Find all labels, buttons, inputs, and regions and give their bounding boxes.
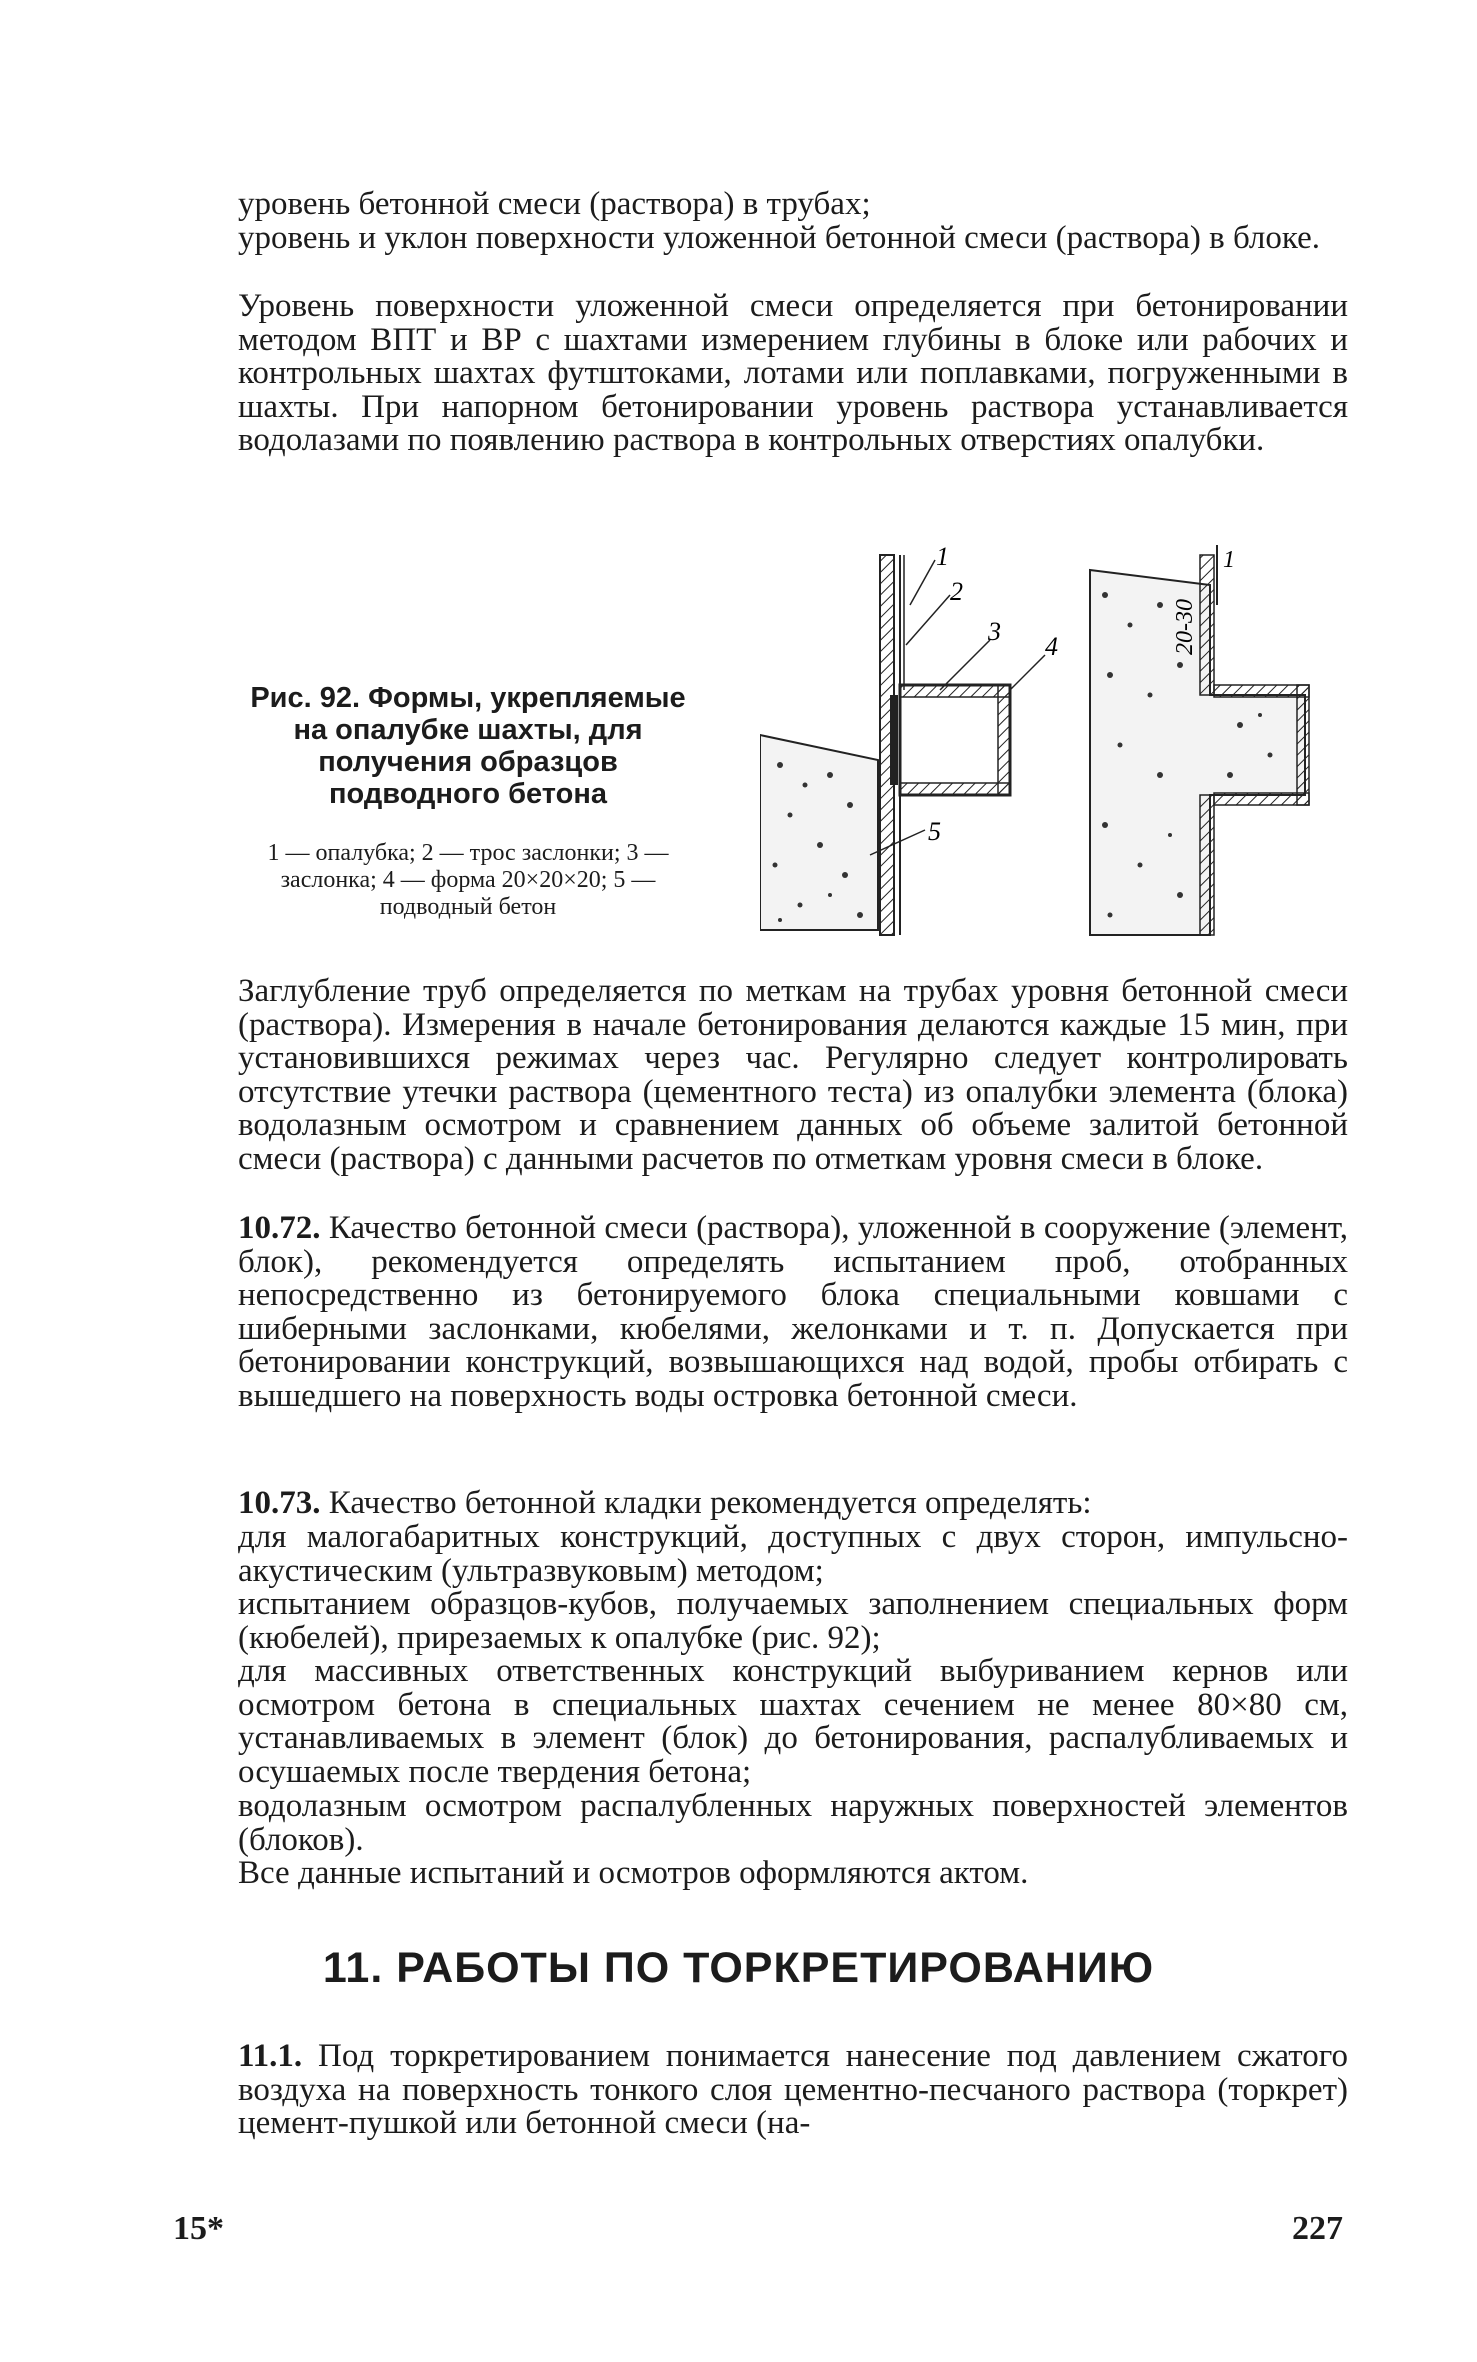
label-1: 1: [936, 545, 949, 571]
list-item: для массивных ответственных конструкций выбуриванием кернов или осмотром бетона в специальных шахтах сечением не менее 80×80 см, устанавливаемых в элемент (блок) до бетонирования, распалубливаемых и осушаемых после твердения бетона;: [238, 1653, 1348, 1790]
paragraph-depth: Заглубление труб определяется по меткам на трубах уровня бетонной смеси (раствора). Измерения в начале бетонирования делаются каждые 15 мин, при установившихся режимах через час. Регулярно следует контролировать отсутствие утечки раствора (цементного теста) из опалубки элемента (блока) водолазным осмотром и сравнением данных об объеме залитой бетонной смеси (раствора) с данными расчетов по отметкам уровня смеси в блоке.: [238, 973, 1348, 1177]
dimension-label: 20-30: [1172, 599, 1198, 655]
list-item: водолазным осмотром распалубленных наружных поверхностей элементов (блоков).: [238, 1788, 1348, 1858]
closing-line: Все данные испытаний и осмотров оформляются актом.: [238, 1855, 1029, 1891]
label-2: 2: [950, 577, 963, 606]
paragraph-number: 10.73.: [238, 1485, 321, 1521]
text-line: уровень и уклон поверхности уложенной бетонной смеси (раствора) в блоке.: [238, 220, 1321, 256]
text-line: уровень бетонной смеси (раствора) в трубах;: [238, 186, 871, 222]
label-4: 4: [1045, 632, 1058, 661]
paragraph-text: Качество бетонной смеси (раствора), уложенной в сооружение (элемент, блок), рекомендуется определять испытанием проб, отобранных непосредственно из бетонируемого блока специальными ковшами с шиберными заслонками, кюбелями, желонками и т. п. Допускается при бетонировании конструкций, возвышающихся над водой, пробы отбирать с вышедшего на поверхность воды островка бетонной смеси.: [238, 1210, 1348, 1414]
paragraph-level: Уровень поверхности уложенной смеси определяется при бетонировании методом ВПТ и ВР с шахтами измерением глубины в блоке или рабочих и контрольных шахтах футштоками, лотами или поплавками, погруженными в шахты. При напорном бетонировании уровень раствора устанавливается водолазами по появлению раствора в контрольных отверстиях опалубки.: [238, 288, 1348, 458]
section-title: 11. РАБОТЫ ПО ТОРКРЕТИРОВАНИЮ: [322, 1944, 1155, 1992]
paragraph-11-1: [238, 2040, 1348, 2141]
label-1b: 1: [1223, 547, 1235, 573]
paragraph-number: 10.72.: [238, 1210, 321, 1246]
page-number: 227: [1292, 2210, 1343, 2247]
paragraph-10-72: [238, 1212, 1348, 1413]
list-item: для малогабаритных конструкций, доступных с двух сторон, импульсно-акустическим (ультразвуковым) методом;: [238, 1519, 1348, 1589]
label-3: 3: [988, 617, 1001, 646]
figure-92-diagram: [760, 545, 1320, 945]
paragraph-text: Под торкретированием понимается нанесение под давлением сжатого воздуха на поверхность тонкого слоя цементно-песчаного раствора (торкрет) цемент-пушкой или бетонной смеси (на-: [238, 2038, 1348, 2141]
figure-caption-title: Рис. 92. Формы, укрепляемые на опалубке шахты, для получения образцов подводного бетона: [250, 682, 686, 810]
paragraph-number: 11.1.: [238, 2038, 303, 2074]
left-form-drawing: [760, 545, 1058, 935]
figure-legend: 1 — опалубка; 2 — трос заслонки; 3 — заслонка; 4 — форма 20×20×20; 5 — подводный бетон: [267, 840, 669, 920]
paragraph-text: Качество бетонной кладки рекомендуется определять:: [320, 1485, 1092, 1521]
list-item: испытанием образцов-кубов, получаемых заполнением специальных форм (кюбелей), прирезаемых к опалубке (рис. 92);: [238, 1586, 1348, 1656]
right-form-drawing: [1090, 545, 1309, 935]
signature-mark: 15*: [173, 2210, 224, 2247]
paragraph-10-73: [238, 1487, 1348, 1521]
label-5: 5: [928, 817, 941, 846]
